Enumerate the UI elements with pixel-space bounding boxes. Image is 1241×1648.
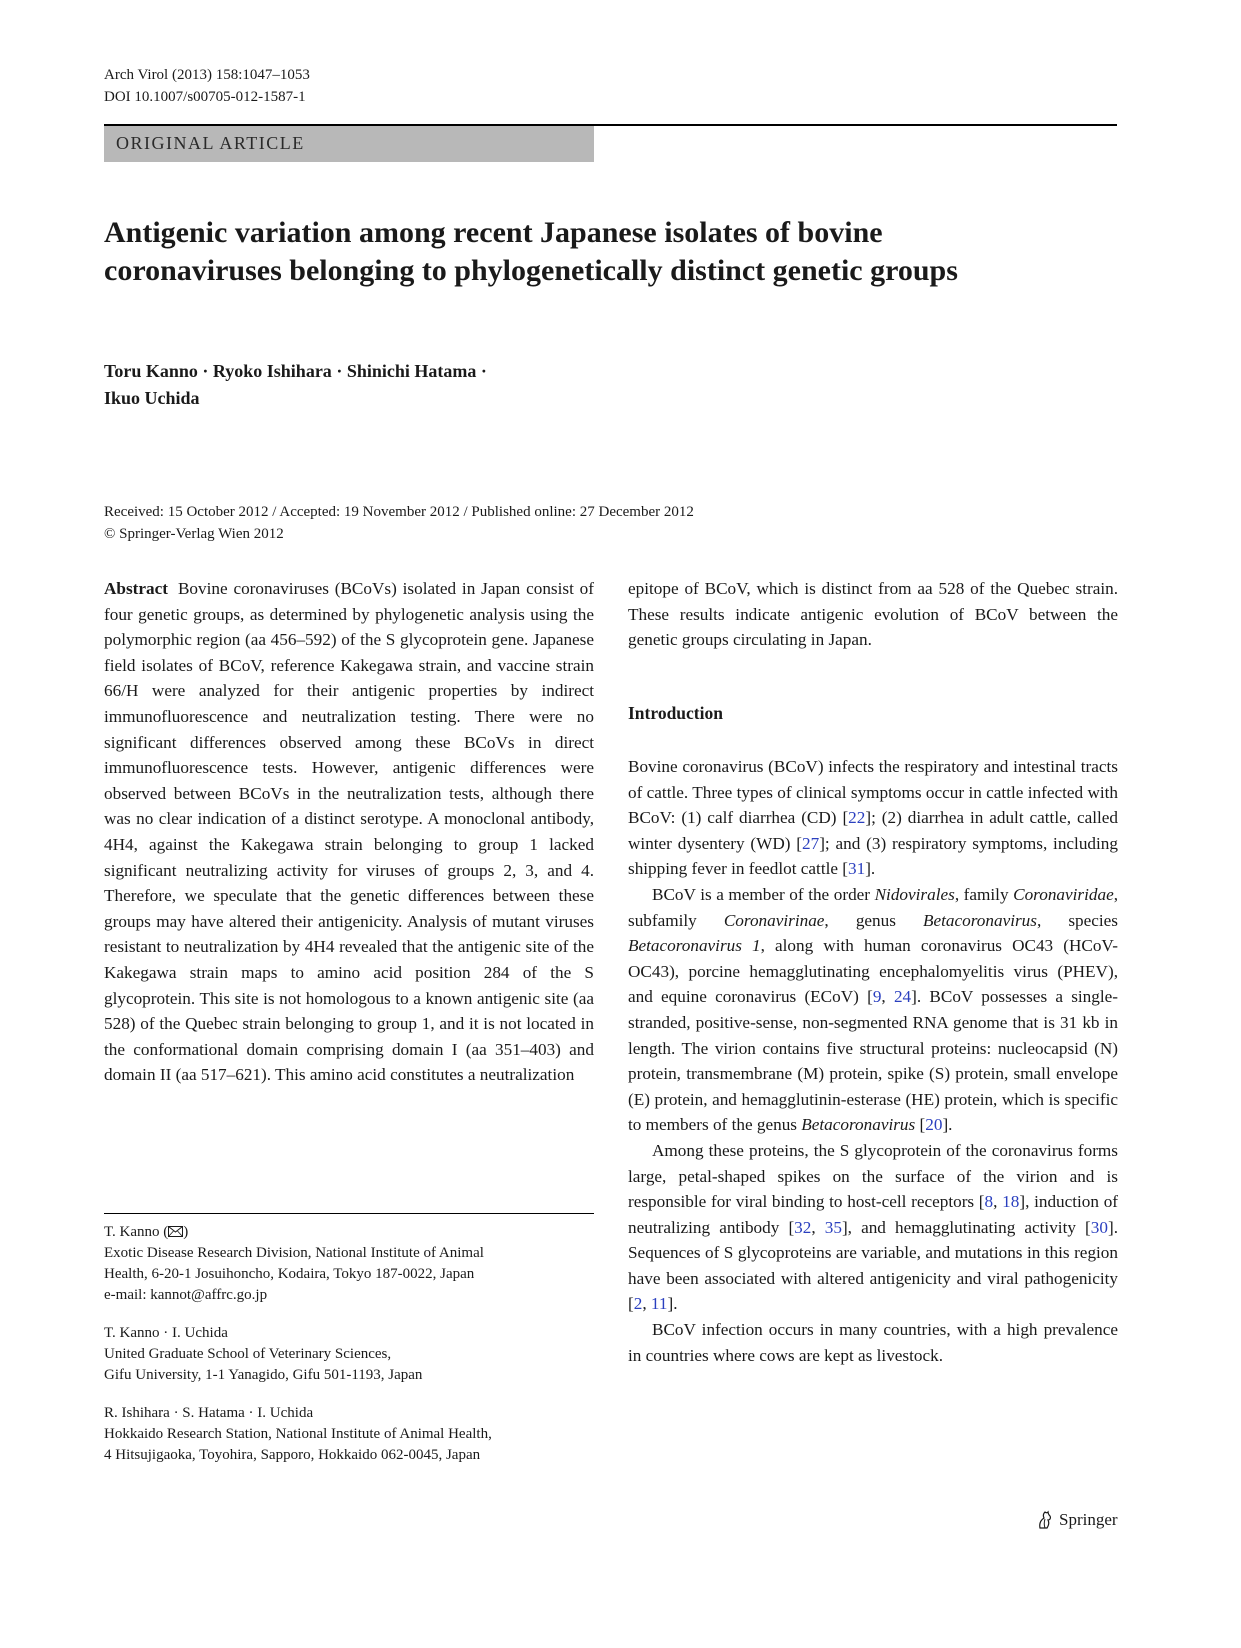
date-separator: / <box>459 504 472 520</box>
citation-link[interactable]: 24 <box>893 987 912 1007</box>
footnote-rule <box>104 1213 594 1214</box>
author-name: Ikuo Uchida <box>104 388 200 408</box>
abstract-text: Bovine coronaviruses (BCoVs) isolated in Japan consist of four genetic groups, as determined by phylogenetic analysis using the polymorphic region (aa 456–592) of the S glycoprotein gene. Japanese field isolates of BCoV, reference Kakegawa strain, and vaccine strain 66/H were analyzed for their antigenic properties by indirect immunofluorescence and neutralization testing. There were no significant differences observed among these BCoVs in direct immunofluorescence tests. However, antigenic differences were observed between BCoVs in the neutralization tests, although there was no clear indication of a distinct serotype. A monoclonal antibody, 4H4, against the Kakegawa strain belonging to group 1 lacked significant neutralizing activity for viruses of groups 2, 3, and 4. Therefore, we speculate that the genetic differences between these groups may have altered their antigenicity. Analysis of mutant viruses resistant to neutralization by 4H4 revealed that the antigenic site of the Kakegawa strain maps to amino acid position 284 of the S glycoprotein. This site is not homologous to a known antigenic site (aa 528) of the Quebec strain belonging to group 1, and it is not located in the conformational domain comprising domain I (aa 351–403) and domain II (aa 517–621). This amino acid constitutes a neutralization <box>104 579 594 1085</box>
intro-paragraph-4: BCoV infection occurs in many countries, with a high prevalence in countries where cows are kept as livestock. <box>628 1320 1118 1365</box>
received-date: Received: 15 October 2012 <box>104 504 269 520</box>
affiliation-line: Exotic Disease Research Division, National Institute of Animal <box>104 1245 484 1261</box>
introduction-body <box>628 754 1118 1368</box>
abstract-continuation <box>628 576 1118 653</box>
citation-link[interactable]: 8 <box>984 1192 994 1212</box>
citation-link[interactable]: 22 <box>848 808 866 828</box>
paper-title: Antigenic variation among recent Japanese isolates of bovine coronaviruses belonging to phylogenetically distinct genetic groups <box>104 216 958 287</box>
doi: DOI 10.1007/s00705-012-1587-1 <box>104 89 306 105</box>
affiliation-line: Gifu University, 1-1 Yanagido, Gifu 501-1193, Japan <box>104 1367 423 1383</box>
abstract-continuation-text: epitope of BCoV, which is distinct from aa 528 of the Quebec strain. These results indicate antigenic evolution of BCoV between the genetic groups circulating in Japan. <box>628 579 1118 650</box>
author-separator: · <box>331 361 347 381</box>
author-name: Ryoko Ishihara <box>212 361 332 381</box>
accepted-date: Accepted: 19 November 2012 <box>279 504 460 520</box>
introduction-heading: Introduction <box>628 703 723 723</box>
publisher-logo <box>1036 1510 1118 1530</box>
author-separator: · <box>197 361 213 381</box>
citation-link[interactable]: 2 <box>633 1294 643 1314</box>
citation-link[interactable]: 11 <box>650 1294 668 1314</box>
author-separator: · <box>476 361 487 381</box>
affiliation-names: R. Ishihara · S. Hatama · I. Uchida <box>104 1405 314 1421</box>
article-type-band <box>104 126 594 162</box>
author-name: Shinichi Hatama <box>346 361 477 381</box>
affiliation-line: United Graduate School of Veterinary Sciences, <box>104 1346 392 1362</box>
affiliation-line: Health, 6-20-1 Josuihoncho, Kodaira, Tokyo 187-0022, Japan <box>104 1266 475 1282</box>
citation-link[interactable]: 35 <box>824 1217 842 1237</box>
citation-link[interactable]: 27 <box>802 833 820 853</box>
citation-link[interactable]: 32 <box>794 1217 812 1237</box>
citation-link[interactable]: 9 <box>872 987 882 1007</box>
journal-reference <box>104 64 310 108</box>
article-type: ORIGINAL ARTICLE <box>116 133 305 153</box>
affiliation-block <box>104 1323 594 1386</box>
affiliation-line: Hokkaido Research Station, National Institute of Animal Health, <box>104 1426 492 1442</box>
abstract-label: Abstract <box>104 579 168 598</box>
affiliation-block <box>104 1403 594 1466</box>
published-date: Published online: 27 December 2012 <box>471 504 694 520</box>
abstract-section <box>104 576 594 1088</box>
email-link[interactable]: e-mail: kannot@affrc.go.jp <box>104 1287 268 1303</box>
citation-link[interactable]: 30 <box>1090 1217 1108 1237</box>
intro-paragraph-2: BCoV is a member of the order Nidovirales, family Coronaviridae, subfamily Coronavirinae, genus Betacoronavirus, species Betacoronavirus 1, along with human coronavirus OC43 (HCoV-OC43), porcine hemagglutinating encephalomyelitis virus (PHEV), and equine coronavirus (ECoV) [9, 24]. BCoV possesses a single-stranded, positive-sense, non-segmented RNA genome that is 31 kb in length. The virion contains five structural proteins: nucleocapsid (N) protein, transmembrane (M) protein, spike (S) protein, small envelope (E) protein, and hemagglutinin-esterase (HE) protein, which is specific to members of the genus Betacoronavirus [20]. <box>628 884 1118 1135</box>
citation-link[interactable]: 18 <box>1002 1192 1020 1212</box>
affiliation-line: 4 Hitsujigaoka, Toyohira, Sapporo, Hokkaido 062-0045, Japan <box>104 1447 481 1463</box>
copyright: © Springer-Verlag Wien 2012 <box>104 526 284 542</box>
springer-horse-icon <box>1036 1510 1054 1530</box>
citation-link[interactable]: 20 <box>925 1115 943 1135</box>
intro-paragraph-1: Bovine coronavirus (BCoV) infects the respiratory and intestinal tracts of cattle. Three types of clinical symptoms occur in cattle infected with BCoV: (1) calf diarrhea (CD) [22]; (2) diarrhea in adult cattle, called winter dysentery (WD) [27]; and (3) respiratory symptoms, including shipping fever in feedlot cattle [31]. <box>628 757 1118 879</box>
affiliation-names: T. Kanno ( <box>104 1224 169 1240</box>
intro-paragraph-3: Among these proteins, the S glycoprotein of the coronavirus forms large, petal-shaped spikes on the surface of the virion and is responsible for viral binding to host-cell receptors [8, 18], induction of neutralizing antibody [32, 35], and hemagglutinating activity [30]. Sequences of S glycoproteins are variable, and mutations in this region have been associated with altered antigenicity and viral pathogenicity [2, 11]. <box>628 1140 1119 1314</box>
publisher-name: Springer <box>1059 1510 1118 1529</box>
affiliation-names: T. Kanno · I. Uchida <box>104 1325 228 1341</box>
author-list <box>104 358 624 412</box>
date-separator: / <box>268 504 280 520</box>
affiliation-block: T. Kanno ( ) Exotic Disease Research Division, National Institute of Animal Health, 6-20-1 Josuihoncho, Kodaira, Tokyo 187-0022, Japan e-mail: kannot@affrc.go.jp <box>104 1222 594 1306</box>
envelope-icon[interactable] <box>168 1226 183 1237</box>
publication-dates <box>104 501 1117 545</box>
citation-link[interactable]: 31 <box>848 859 866 879</box>
author-name: Toru Kanno <box>104 361 198 381</box>
journal-citation: Arch Virol (2013) 158:1047–1053 <box>104 67 310 83</box>
